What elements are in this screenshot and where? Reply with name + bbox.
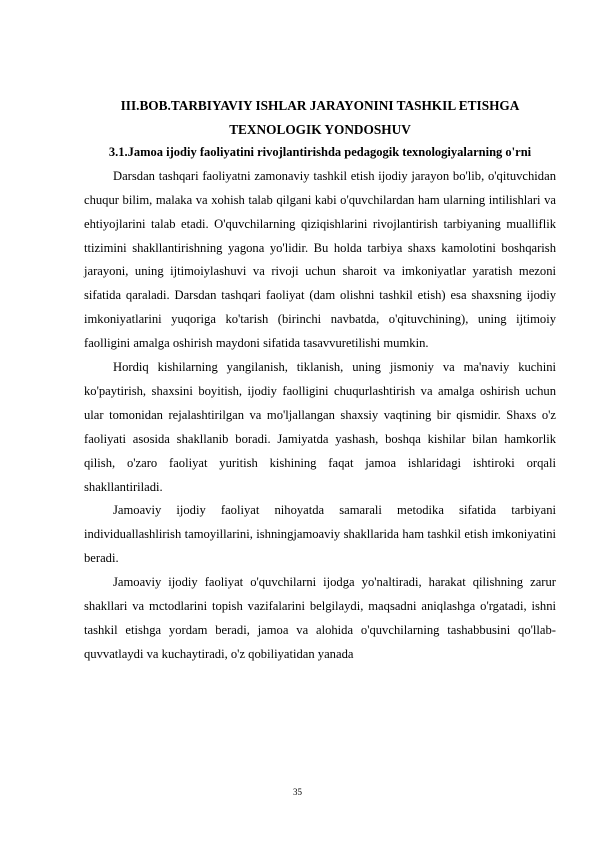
chapter-title: III.BOB.TARBIYAVIY ISHLAR JARAYONINI TASHKIL ETISHGA TEXNOLOGIK YONDOSHUV: [120, 98, 520, 137]
paragraph-4: Jamoaviy ijodiy faoliyat o'quvchilarni ijodga yo'naltiradi, harakat qilishning zarur shakllari va mctodlarini topish vazifalarini belgilaydi, maqsadni aniqlashga o'rgatadi, ishni tashkil etishga yordam beradi, jamoa va alohida o'quvchilarning tashabbusini qo'llab-quvvatlaydi va kuchaytiradi, o'z qobiliyatidan yanada: [84, 575, 556, 661]
section-title: 3.1.Jamoa ijodiy faoliyatini rivojlantirishda pedagogik texnologiyalarning o'rni: [108, 145, 532, 160]
document-page: [84, 94, 556, 667]
paragraph-3: Jamoaviy ijodiy faoliyat nihoyatda samarali metodika sifatida tarbiyani individuallashlirish tamoyillarini, ishningjamoaviy shakllarida ham tashkil etish imkoniyatini beradi.: [84, 503, 556, 566]
page-number: 35: [293, 787, 302, 797]
paragraph-1: Darsdan tashqari faoliyatni zamonaviy tashkil etish ijodiy jarayon bo'lib, o'qituvchidan chuqur bilim, malaka va xohish talab qilgani kabi o'quvchilardan ham ularning intilishlari va ehtiyojlarini talab etadi. O'quvchilarning qiziqishlarini rivojlantirish tarbiyaning mualliflik ttizimini shakllantirishning yagona yo'lidir. Bu holda tarbiya shaxs kamolotini boshqarish jarayoni, uning ijtimoiylashuvi va rivoji uchun sharoit va imkoniyatlar yaratish mezoni sifatida qaraladi. Darsdan tashqari faoliyat (dam olishni tashkil etish) esa shaxsning ijodiy imkoniyatlarini yuqoriga ko'tarish (birinchi navbatda, o'qituvchining), uning ijtimoiy faolligini amalga oshirish maydoni sifatida tasavvuretilishi mumkin.: [84, 168, 556, 351]
paragraph-2: Hordiq kishilarning yangilanish, tiklanish, uning jismoniy va ma'naviy kuchini ko'paytirish, shaxsini boyitish, ijodiy faolligini chuqurlashtirish va amalga oshirish uchun ular tomonidan rejalashtirilgan va mo'ljallangan shaxsiy vaqtining bir qismidir. Shaxs o'z faoliyati asosida shakllanib boradi. Jamiyatda yashash, boshqa kishilar bilan hamkorlik qilish, o'zaro faoliyat yuritish kishining faqat jamoa ishlaridagi ishtiroki orqali shakllantiriladi.: [84, 360, 556, 494]
